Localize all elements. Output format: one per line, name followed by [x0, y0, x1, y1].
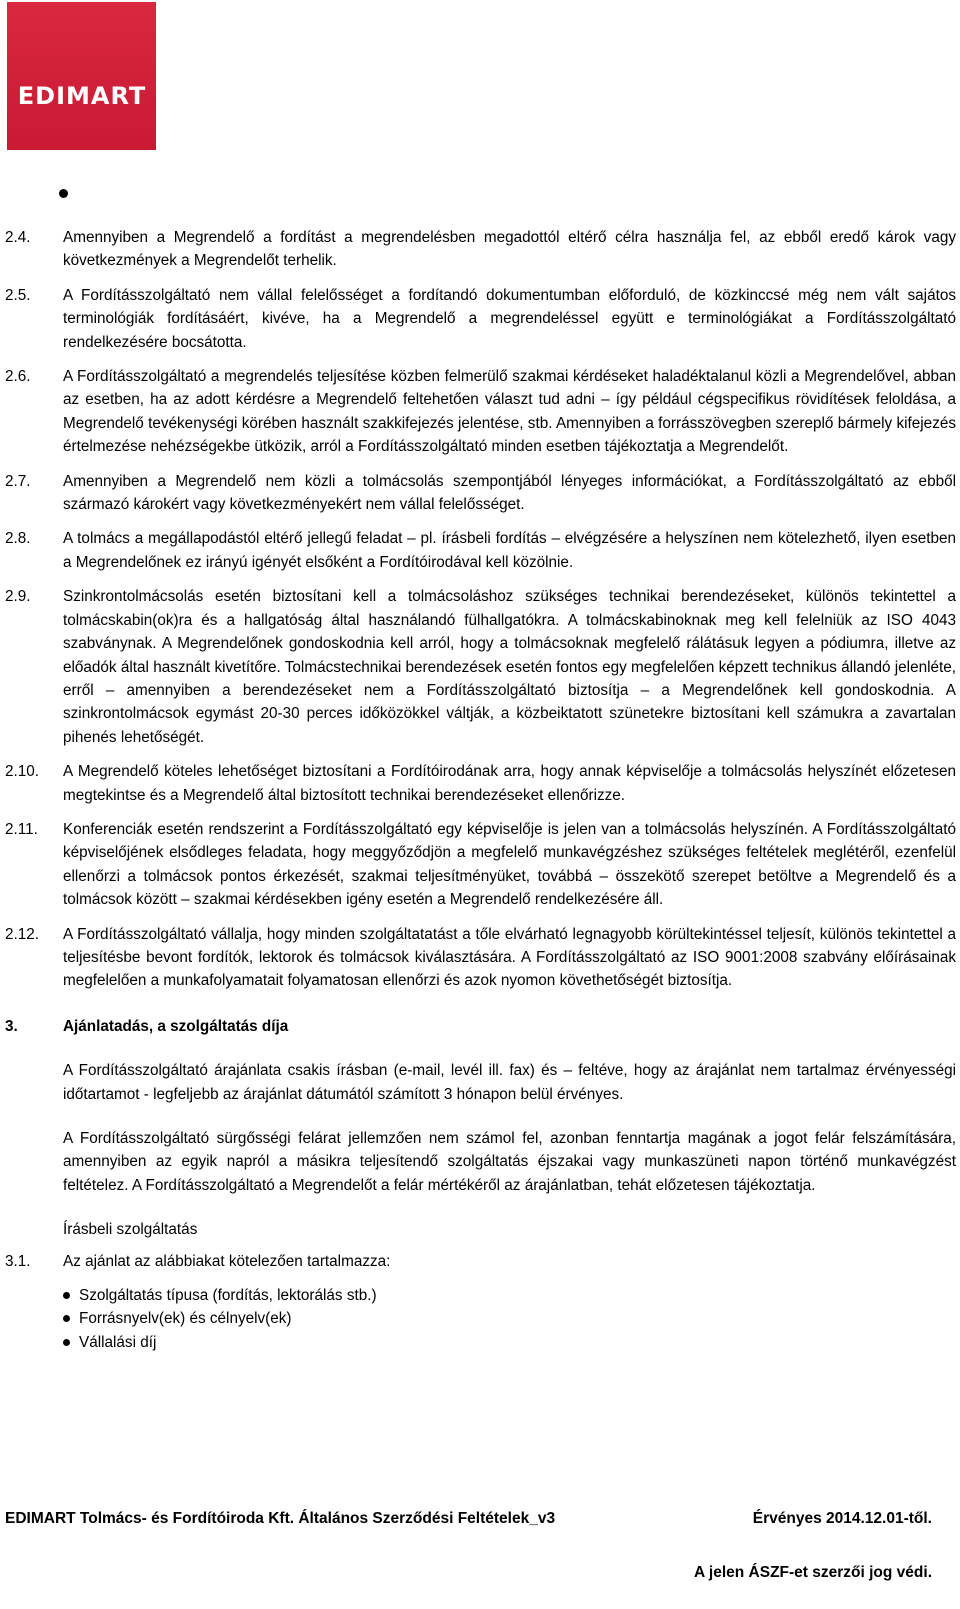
clause-number: 2.10.: [5, 763, 40, 781]
clause-2-7: [0, 470, 956, 517]
clause-2-9: [0, 585, 956, 749]
section-3-heading: [0, 1015, 960, 1038]
clause-2-12: [0, 923, 956, 993]
clause-text: Konferenciák esetén rendszerint a Fordításszolgáltató egy képviselője is jelen van a tolmácsolás helyszínén. A Fordításszolgáltató képviselőjének elsődleges feladata, hogy meggyőződjön a megfelelő munkavégzéshez szükséges feltételek meglétéről, ezenfelül ellenőrzi a tolmácsok pontos érkezését, szakmai teljesítményüket, továbbá – összekötő szerepet betöltve a Megrendelő és a tolmácsok között – szakmai kérdésekben igény esetén a Megrendelő rendelkezésére áll.: [63, 820, 956, 909]
clause-2-4: [0, 226, 956, 273]
clause-text: Az ajánlat az alábbiakat kötelezően tartalmazza:: [63, 1252, 391, 1270]
bullet-icon: [59, 189, 68, 198]
list-item: [63, 1331, 960, 1354]
clause-number: 2.7.: [5, 472, 31, 490]
clause-2-11: [0, 818, 956, 912]
list-item: [63, 1284, 960, 1307]
clause-number: 2.4.: [5, 229, 31, 246]
paragraph-urgency-fee: A Fordításszolgáltató sürgősségi felárat jellemzően nem számol fel, azonban fenntartja magának a jogot felár felszámítására, amennyiben az egyik napról a másikra teljesítendő szolgáltatás éjszakai vagy munkaszüneti napon történő munkavégzést feltételez. A Fordításszolgáltató a Megrendelőt a felár mértékéről az árajánlatban, tehát előzetesen tájékoztatja.: [63, 1130, 956, 1194]
bullet-icon: [63, 1292, 70, 1299]
list-item-text: Szolgáltatás típusa (fordítás, lektorálás stb.): [79, 1287, 377, 1305]
copyright-notice: A jelen ÁSZF-et szerzői jog védi.: [694, 1564, 932, 1581]
clause-2-8: [0, 527, 956, 574]
offer-contents-list: [0, 1284, 960, 1354]
bullet-icon: [63, 1315, 70, 1322]
paragraph-offer-validity: A Fordításszolgáltató árajánlata csakis írásban (e-mail, levél ill. fax) és – feltéve, hogy az árajánlat nem tartalmaz érvényességi időtartamot - legfeljebb az árajánlat dátumától számított 3 hónapon belül érvényes.: [63, 1062, 956, 1103]
page-footer: [5, 1510, 932, 1528]
bullet-icon: [63, 1339, 70, 1346]
clause-number: 2.12.: [5, 925, 40, 943]
clause-number: 3.1.: [5, 1252, 31, 1270]
clause-text: A Fordításszolgáltató nem vállal felelősséget a fordítandó dokumentumban előforduló, de közkinccsé még nem vált sajátos terminológiák fordításáért, kivéve, ha a Megrendelő a megrendeléssel együtt e terminológiákat a Fordításszolgáltató rendelkezésére bocsátotta.: [63, 286, 956, 351]
clause-text: A tolmács a megállapodástól eltérő jellegű feladat – pl. írásbeli fordítás – elvégzésére a helyszínen nem kötelezhető, ilyen esetben a Megrendelőnek ez irányú igényét elsőként a Fordítóirodával kell közölnie.: [63, 530, 956, 571]
footer-document-name: EDIMART Tolmács- és Fordítóiroda Kft. Általános Szerződési Feltételek_v3: [5, 1510, 556, 1527]
section-title: Ajánlatadás, a szolgáltatás díja: [63, 1017, 289, 1035]
footer-validity: Érvényes 2014.12.01-től.: [752, 1510, 932, 1527]
clause-number: 2.5.: [5, 286, 31, 304]
clause-text: Amennyiben a Megrendelő nem közli a tolmácsolás szempontjából lényeges információkat, a Fordításszolgáltató az ebből származó károkért vagy következményekért nem vállal felelősséget.: [63, 472, 956, 514]
subheading-written-service: Írásbeli szolgáltatás: [63, 1221, 198, 1239]
logo-wordmark: EDIMART: [17, 82, 147, 110]
clause-2-6: [0, 365, 956, 459]
clause-text: Amennyiben a Megrendelő a fordítást a megrendelésben megadottól eltérő célra használja fel, az ebből eredő károk vagy következmények a Megrendelőt terhelik.: [63, 229, 956, 270]
edimart-logo: [7, 2, 156, 150]
clause-number: 2.9.: [5, 588, 31, 606]
clause-3-1: [0, 1250, 956, 1273]
section-number: 3.: [5, 1017, 18, 1035]
clause-text: Szinkrontolmácsolás esetén biztosítani kell a tolmácsoláshoz szükséges technikai berendezéseket, különös tekintettel a tolmácskabin(ok)ra és a hallgatóság által használandó fülhallgatókra. A tolmácskabinoknak meg kell felelniük az ISO 4043 szabványnak. A Megrendelőnek gondoskodnia kell arról, hogy a tolmácsoknak megfelelő rálátásuk legyen a pódiumra, illetve az előadók által használt kivetítőre. Tolmácstechnikai berendezések esetén fontos egy megfelelően képzett technikus állandó jelenléte, erről – amennyiben a berendezéseket nem a Fordításszolgáltató biztosítja – a Megrendelőnek kell gondoskodnia. A szinkrontolmácsok egymást 20-30 perces időközökkel váltják, a közbeiktatott szünetekre biztosítani kell számukra a zavartalan pihenés lehetőségét.: [63, 588, 956, 746]
clause-2-5: [0, 284, 956, 354]
clause-2-10: [0, 760, 956, 807]
document-body: [0, 226, 960, 1354]
clause-number: 2.11.: [5, 820, 38, 838]
list-item-text: Vállalási díj: [79, 1333, 157, 1351]
list-item: [63, 1307, 960, 1330]
list-item-text: Forrásnyelv(ek) és célnyelv(ek): [79, 1310, 292, 1328]
clause-number: 2.8.: [5, 530, 31, 548]
clause-text: A Megrendelő köteles lehetőséget biztosítani a Fordítóirodának arra, hogy annak képviselője a tolmácsolás helyszínét előzetesen megtekintse és a Megrendelő által biztosított technikai berendezéseket ellenőrizze.: [63, 763, 956, 804]
clause-text: A Fordításszolgáltató vállalja, hogy minden szolgáltatatást a tőle elvárható legnagyobb körültekintéssel teljesít, különös tekintettel a teljesítésbe bevont fordítók, lektorok és tolmácsok kiválasztására. A Fordításszolgáltató az ISO 9001:2008 szabvány előírásainak megfelelően a munkafolyamatait folyamatosan ellenőrzi és azok nyomon követhetőségét biztosítja.: [63, 925, 956, 990]
clause-number: 2.6.: [5, 368, 31, 386]
clause-text: A Fordításszolgáltató a megrendelés teljesítése közben felmerülő szakmai kérdéseket haladéktalanul közli a Megrendelővel, abban az esetben, ha az adott kérdésre a Megrendelő feltehetően választ tud adni – így például cégspecifikus rövidítések feloldása, a Megrendelő tevékenységi körében használt szakkifejezés jelentése, stb. Amennyiben a forrásszövegben szereplő bármely kifejezés értelmezése nehézségekbe ütközik, arról a Fordításszolgáltató minden esetben tájékoztatja a Megrendelőt.: [63, 368, 956, 456]
